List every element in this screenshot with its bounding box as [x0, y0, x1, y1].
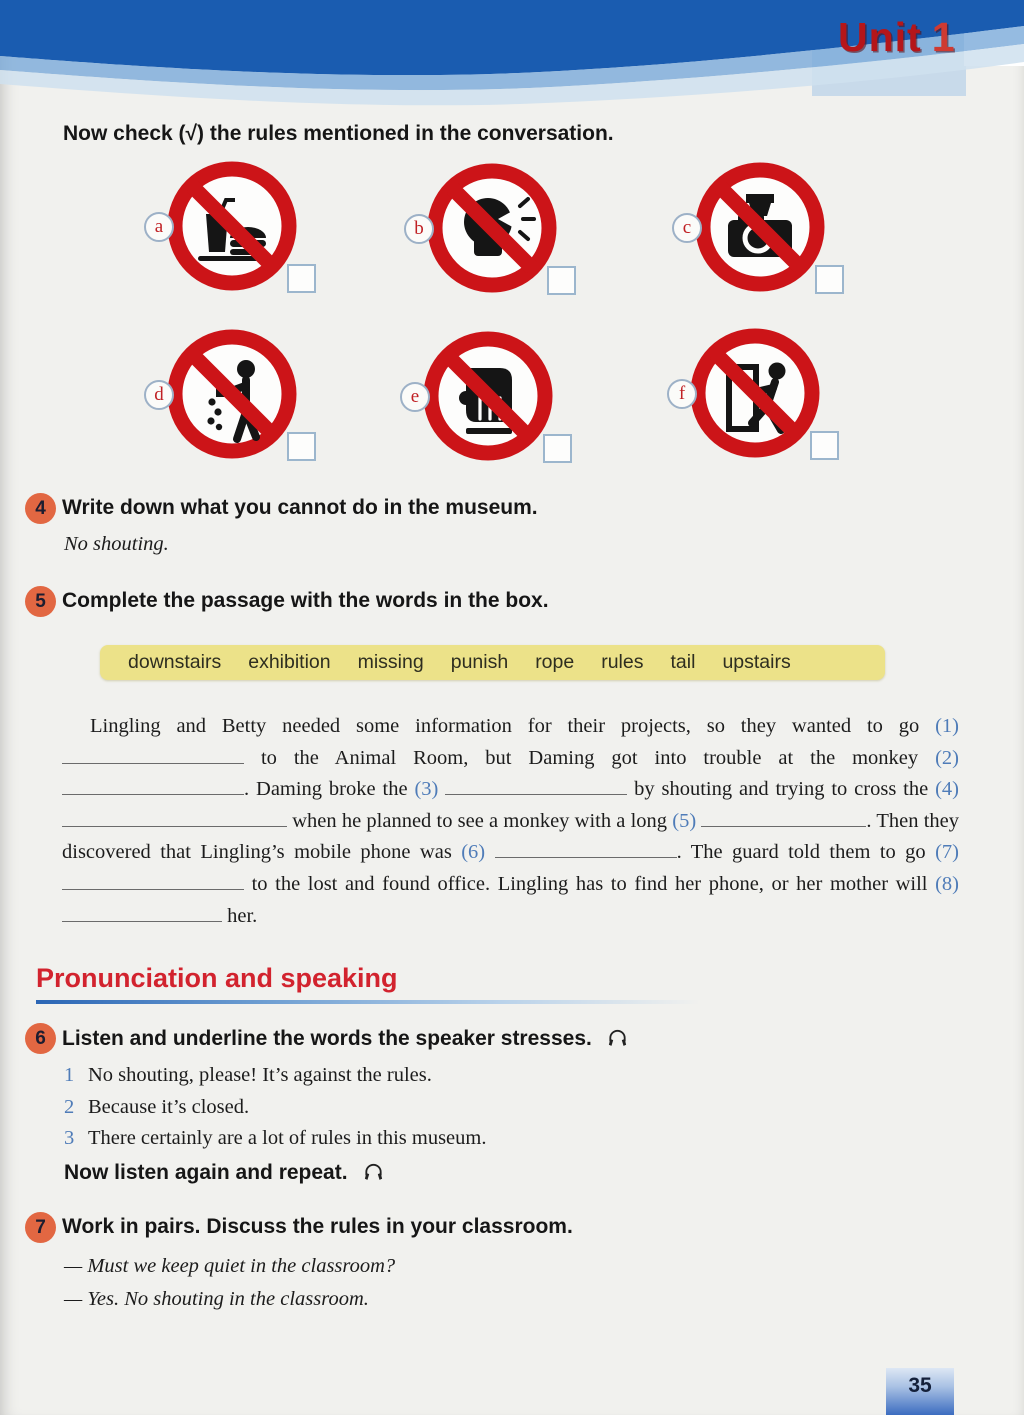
- unit-title: [838, 14, 956, 61]
- word-box-item: missing: [357, 651, 424, 673]
- headphones-icon: [362, 1160, 385, 1189]
- stress-sentence: [64, 1060, 486, 1092]
- exercise6-title: [62, 1026, 629, 1055]
- dialogue-line: — Must we keep quiet in the classroom?: [64, 1255, 396, 1277]
- listen-repeat-line: [64, 1160, 385, 1189]
- word-box-item: punish: [450, 651, 509, 673]
- prohibition-sign-a: [154, 160, 298, 292]
- exercise4-title: Write down what you cannot do in the museum.: [62, 496, 538, 519]
- sentence-number: 2: [64, 1095, 75, 1118]
- fill-in-blank[interactable]: [495, 843, 677, 858]
- sign-label-f: f: [667, 379, 697, 409]
- fill-in-blank[interactable]: [62, 907, 222, 922]
- blank-number: (8): [935, 872, 959, 895]
- word-box-item: upstairs: [722, 651, 791, 673]
- listen-repeat-text: Now listen again and repeat.: [64, 1161, 348, 1184]
- sentence-text: No shouting, please! It’s against the rules.: [88, 1064, 432, 1086]
- exercise5-number: 5: [25, 586, 56, 617]
- word-box-item: exhibition: [248, 651, 331, 673]
- sign-checkbox-d[interactable]: [287, 432, 316, 461]
- sign-label-a: a: [144, 212, 174, 242]
- fill-in-blank[interactable]: [62, 875, 244, 890]
- sign-label-b: b: [404, 214, 434, 244]
- fill-in-blank[interactable]: [445, 780, 627, 795]
- fill-in-blank[interactable]: [62, 780, 244, 795]
- blank-number: (1): [935, 715, 959, 737]
- prohibition-sign-e: [410, 330, 554, 462]
- stress-sentence-list: [64, 1060, 486, 1155]
- sentence-number: 1: [64, 1064, 75, 1086]
- page-number-tab: [886, 1368, 954, 1415]
- pronunciation-section-heading: Pronunciation and speaking: [36, 963, 398, 993]
- no-touching-icon: [422, 330, 554, 462]
- exercise7-number: 7: [25, 1212, 56, 1243]
- sign-label-c: c: [672, 213, 702, 243]
- stress-sentence: [64, 1123, 486, 1155]
- blank-number: (7): [935, 841, 960, 864]
- word-box: [100, 645, 885, 680]
- page-header: [0, 0, 1024, 120]
- sign-checkbox-b[interactable]: [547, 266, 576, 295]
- sign-checkbox-f[interactable]: [810, 431, 839, 460]
- blank-number: (6): [461, 841, 495, 864]
- prohibition-sign-f: [678, 327, 821, 459]
- no-entry-icon: [689, 327, 821, 459]
- blank-number: (3): [414, 778, 446, 801]
- prohibition-sign-d: [154, 328, 298, 460]
- exercise4-number: 4: [25, 493, 56, 524]
- exercise6-number: 6: [25, 1023, 56, 1054]
- headphones-icon: [606, 1026, 629, 1055]
- unit-number: 1: [931, 14, 956, 60]
- word-box-item: downstairs: [128, 651, 222, 673]
- fill-in-blank[interactable]: [62, 812, 287, 827]
- prohibition-sign-b: [414, 162, 558, 294]
- exercise5-title: Complete the passage with the words in the box.: [62, 589, 549, 612]
- blank-number: (4): [935, 778, 960, 801]
- sign-label-e: e: [400, 382, 430, 412]
- page-number: 35: [908, 1374, 932, 1397]
- no-shouting-icon: [426, 162, 558, 294]
- cloze-passage: Lingling and Betty needed some information for their projects, so they wanted to go (1) to the Animal Room, but Daming got into trouble at the monkey (2) . Daming broke the (3) by shouting and trying to cross the (4) when he planned to see a monkey with a long (5) . Then they discovered that Lingling’s mobile phone was (6) . The guard told them to go (7) to the lost and found office. Lingling has to find her phone, or her mother will (8) her.: [62, 715, 960, 927]
- prohibition-sign-c: [682, 161, 826, 293]
- sentence-text: Because it’s closed.: [88, 1095, 250, 1118]
- sentence-number: 3: [64, 1127, 75, 1149]
- no-eating-drinking-icon: [166, 160, 298, 292]
- unit-word: Unit: [838, 14, 922, 60]
- heading-underline: [36, 1000, 700, 1004]
- exercise4-example: No shouting.: [64, 533, 169, 555]
- no-littering-icon: [166, 328, 298, 460]
- exercise6-title-text: Listen and underline the words the speaker stresses.: [62, 1027, 592, 1050]
- sign-label-d: d: [144, 380, 174, 410]
- sign-checkbox-c[interactable]: [815, 265, 844, 294]
- no-photography-icon: [694, 161, 826, 293]
- dialogue-example: [64, 1250, 395, 1315]
- check-instruction: Now check (√) the rules mentioned in the conversation.: [63, 122, 614, 145]
- word-box-item: rope: [535, 651, 575, 673]
- fill-in-blank[interactable]: [701, 812, 866, 827]
- blank-number: (2): [935, 746, 959, 769]
- word-box-item: rules: [601, 651, 644, 673]
- fill-in-blank[interactable]: [62, 749, 244, 764]
- exercise7-title: Work in pairs. Discuss the rules in your classroom.: [62, 1215, 573, 1238]
- sign-checkbox-a[interactable]: [287, 264, 316, 293]
- word-box-item: tail: [670, 651, 696, 673]
- sign-checkbox-e[interactable]: [543, 434, 572, 463]
- stress-sentence: [64, 1092, 486, 1124]
- prohibition-signs-grid: [0, 150, 1024, 495]
- dialogue-line: — Yes. No shouting in the classroom.: [64, 1287, 369, 1310]
- blank-number: (5): [672, 809, 702, 832]
- sentence-text: There certainly are a lot of rules in this museum.: [88, 1127, 487, 1149]
